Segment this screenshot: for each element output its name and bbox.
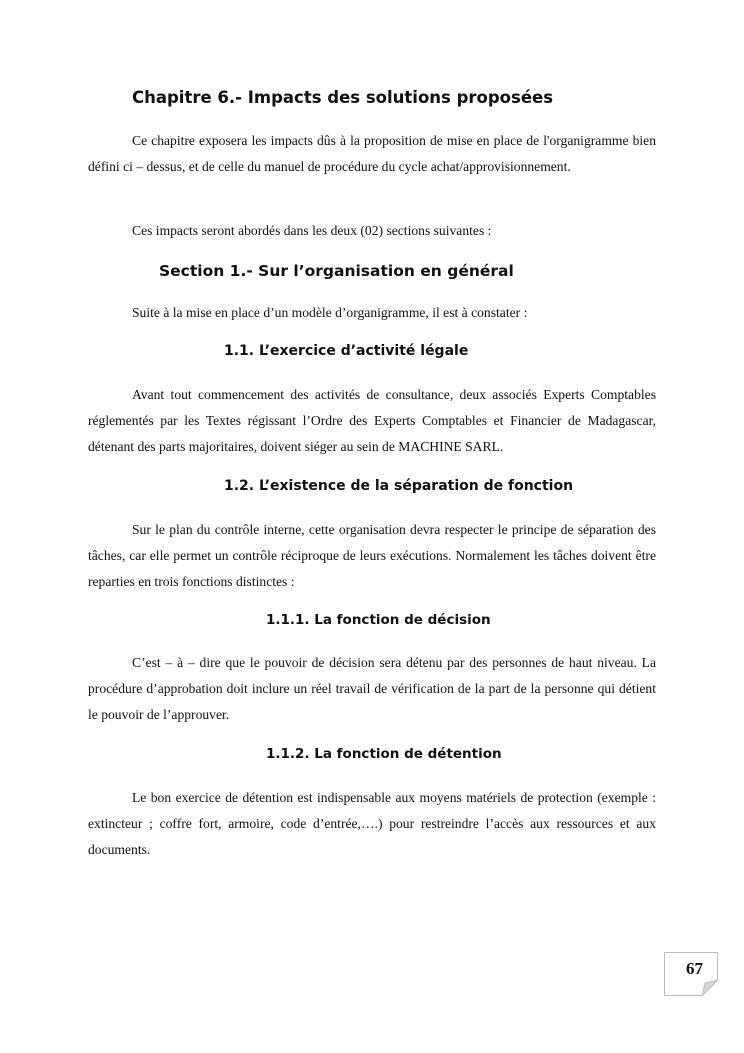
subsection-1-1-title: 1.1. L’exercice d’activité légale xyxy=(224,343,469,359)
paragraph-activite: Avant tout commencement des activités de consultance, deux associés Experts Comptables réglementés par les Textes régissant l’Ordre des Experts Comptables et Financier de Madagascar, détenant des parts majoritaires, doivent siéger au sein de MACHINE SARL. xyxy=(88,387,656,454)
section-1-title: Section 1.- Sur l’organisation en général xyxy=(159,262,514,280)
paragraph-org-intro: Suite à la mise en place d’un modèle d’organigramme, il est à constater : xyxy=(132,305,528,320)
paragraph-intro: Ce chapitre exposera les impacts dûs à la proposition de mise en place de l'organigramme bien défini ci – dessus, et de celle du manuel de procédure du cycle achat/approvisionnement. xyxy=(88,133,656,174)
paragraph-separation: Sur le plan du contrôle interne, cette organisation devra respecter le principe de séparation des tâches, car elle permet un contrôle réciproque de leurs exécutions. Normalement les tâches doivent être reparties en trois fonctions distinctes : xyxy=(88,522,656,589)
subsection-1-1-2-title: 1.1.2. La fonction de détention xyxy=(266,746,502,762)
chapter-title: Chapitre 6.- Impacts des solutions proposées xyxy=(132,88,554,107)
page-number-box xyxy=(664,952,718,996)
subsection-1-2-title: 1.2. L’existence de la séparation de fonction xyxy=(224,478,574,494)
subsection-1-1-1-title: 1.1.1. La fonction de décision xyxy=(266,612,491,628)
paragraph-decision: C’est – à – dire que le pouvoir de décision sera détenu par des personnes de haut niveau. La procédure d’approbation doit inclure un réel travail de vérification de la part de la personne qui détient le pouvoir de l’approuver. xyxy=(88,655,656,722)
page-number: 67 xyxy=(686,959,703,978)
page-curl-icon xyxy=(702,980,718,996)
paragraph-detention: Le bon exercice de détention est indispensable aux moyens matériels de protection (exemple : extincteur ; coffre fort, armoire, code d’entrée,….) pour restreindre l’accès aux ressources et aux documents. xyxy=(88,790,656,857)
paragraph-sections-note: Ces impacts seront abordés dans les deux (02) sections suivantes : xyxy=(132,223,492,238)
